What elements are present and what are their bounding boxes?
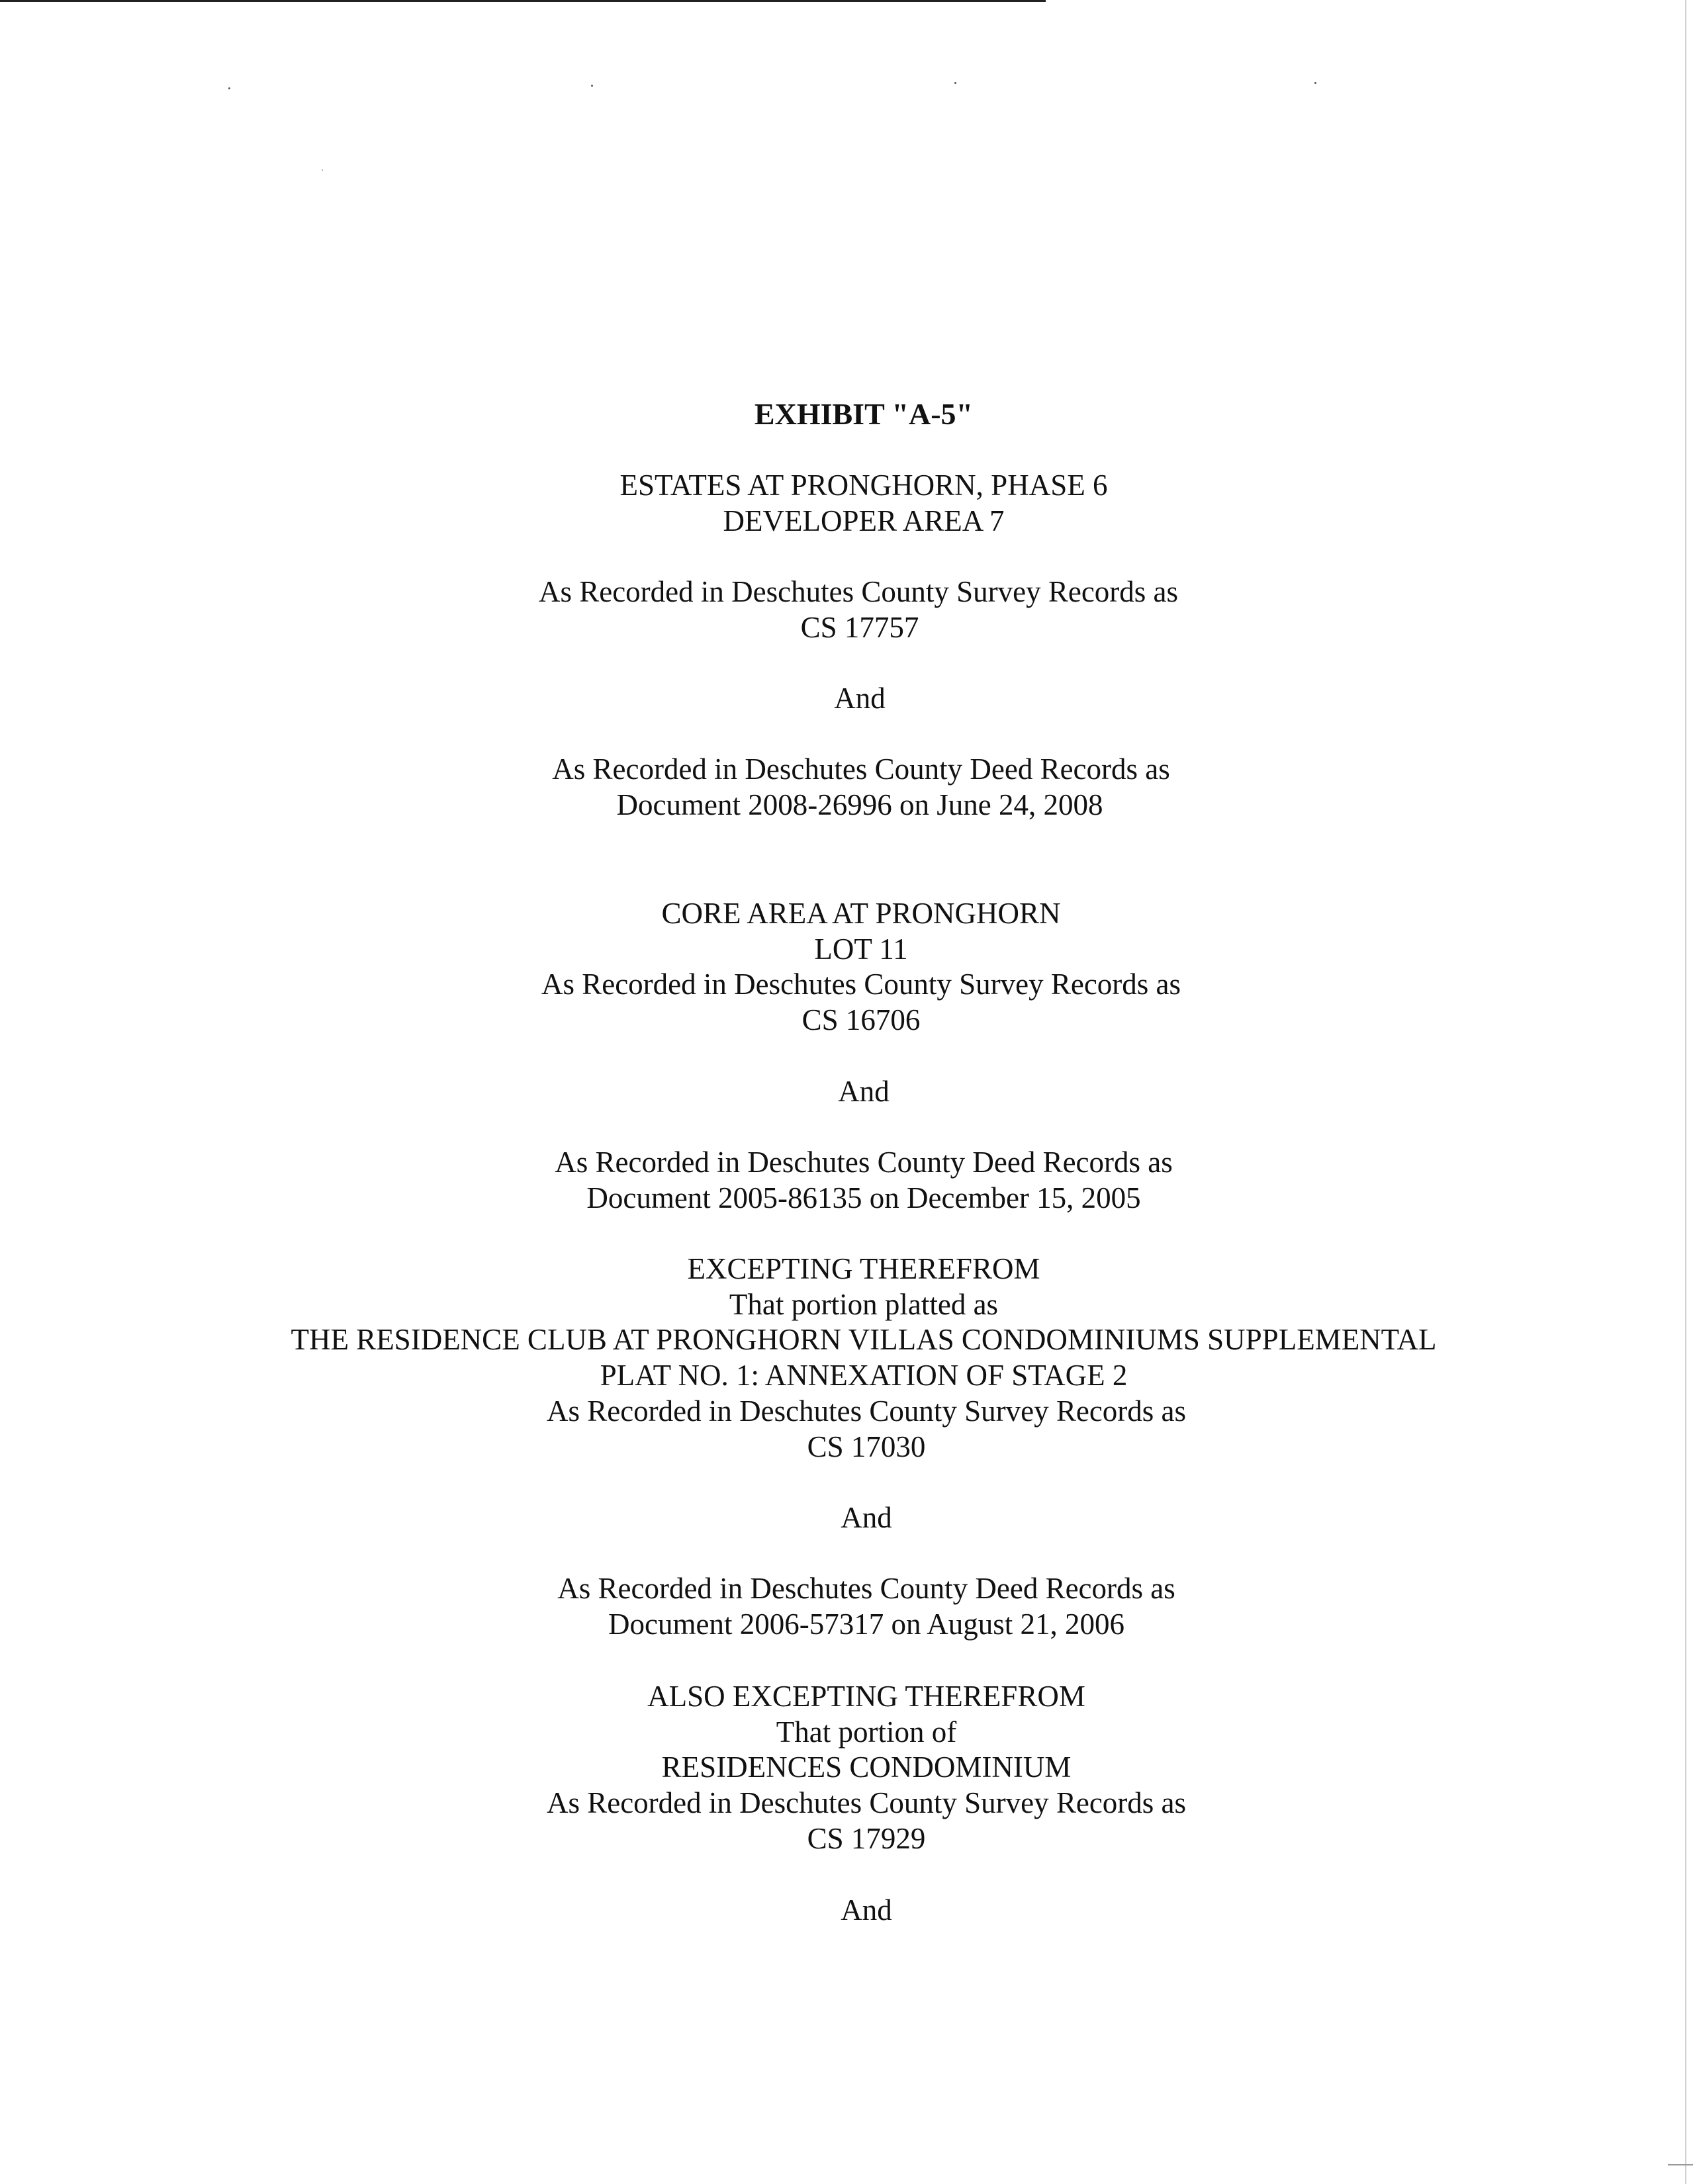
section2-deed-doc: Document 2005-86135 on December 15, 2005 [586, 1181, 1141, 1214]
section3-heading: EXCEPTING THEREFROM [687, 1252, 1040, 1285]
section3-plat-line1: THE RESIDENCE CLUB AT PRONGHORN VILLAS CONDOMINIUMS SUPPLEMENTAL [291, 1323, 1437, 1356]
section4-and: And [841, 1893, 892, 1927]
section4-survey-no: CS 17929 [807, 1822, 926, 1855]
section4-name: RESIDENCES CONDOMINIUM [661, 1751, 1072, 1784]
section3-plat-line2: PLAT NO. 1: ANNEXATION OF STAGE 2 [600, 1359, 1128, 1392]
section2-survey-no: CS 16706 [801, 1003, 921, 1036]
section1-deed-doc: Document 2008-26996 on June 24, 2008 [616, 788, 1103, 821]
section2-deed-line: As Recorded in Deschutes County Deed Records as [555, 1146, 1173, 1179]
section3-and: And [841, 1501, 892, 1534]
section4-portion: That portion of [776, 1715, 957, 1749]
section1-sub: DEVELOPER AREA 7 [723, 504, 1005, 537]
section3-deed-line: As Recorded in Deschutes County Deed Records as [557, 1572, 1175, 1605]
section2-sub: LOT 11 [814, 933, 908, 966]
section3-deed-doc: Document 2006-57317 on August 21, 2006 [608, 1608, 1124, 1641]
section3-survey-line: As Recorded in Deschutes County Survey Records as [546, 1394, 1187, 1428]
section1-deed-line: As Recorded in Deschutes County Deed Records as [552, 752, 1170, 786]
section2-survey-line: As Recorded in Deschutes County Survey Records as [541, 968, 1181, 1001]
section4-heading: ALSO EXCEPTING THEREFROM [647, 1680, 1085, 1713]
section2-and: And [838, 1075, 890, 1108]
section1-survey-line: As Recorded in Deschutes County Survey Records as [538, 575, 1179, 608]
section1-and: And [834, 682, 886, 715]
exhibit-title: EXHIBIT "A-5" [754, 397, 974, 431]
section1-name: ESTATES AT PRONGHORN, PHASE 6 [619, 469, 1108, 502]
section1-survey-no: CS 17757 [800, 611, 919, 644]
section3-portion: That portion platted as [729, 1288, 999, 1321]
section3-survey-no: CS 17030 [807, 1430, 926, 1463]
section2-name: CORE AREA AT PRONGHORN [661, 897, 1061, 930]
section4-survey-line: As Recorded in Deschutes County Survey Records as [546, 1786, 1187, 1819]
